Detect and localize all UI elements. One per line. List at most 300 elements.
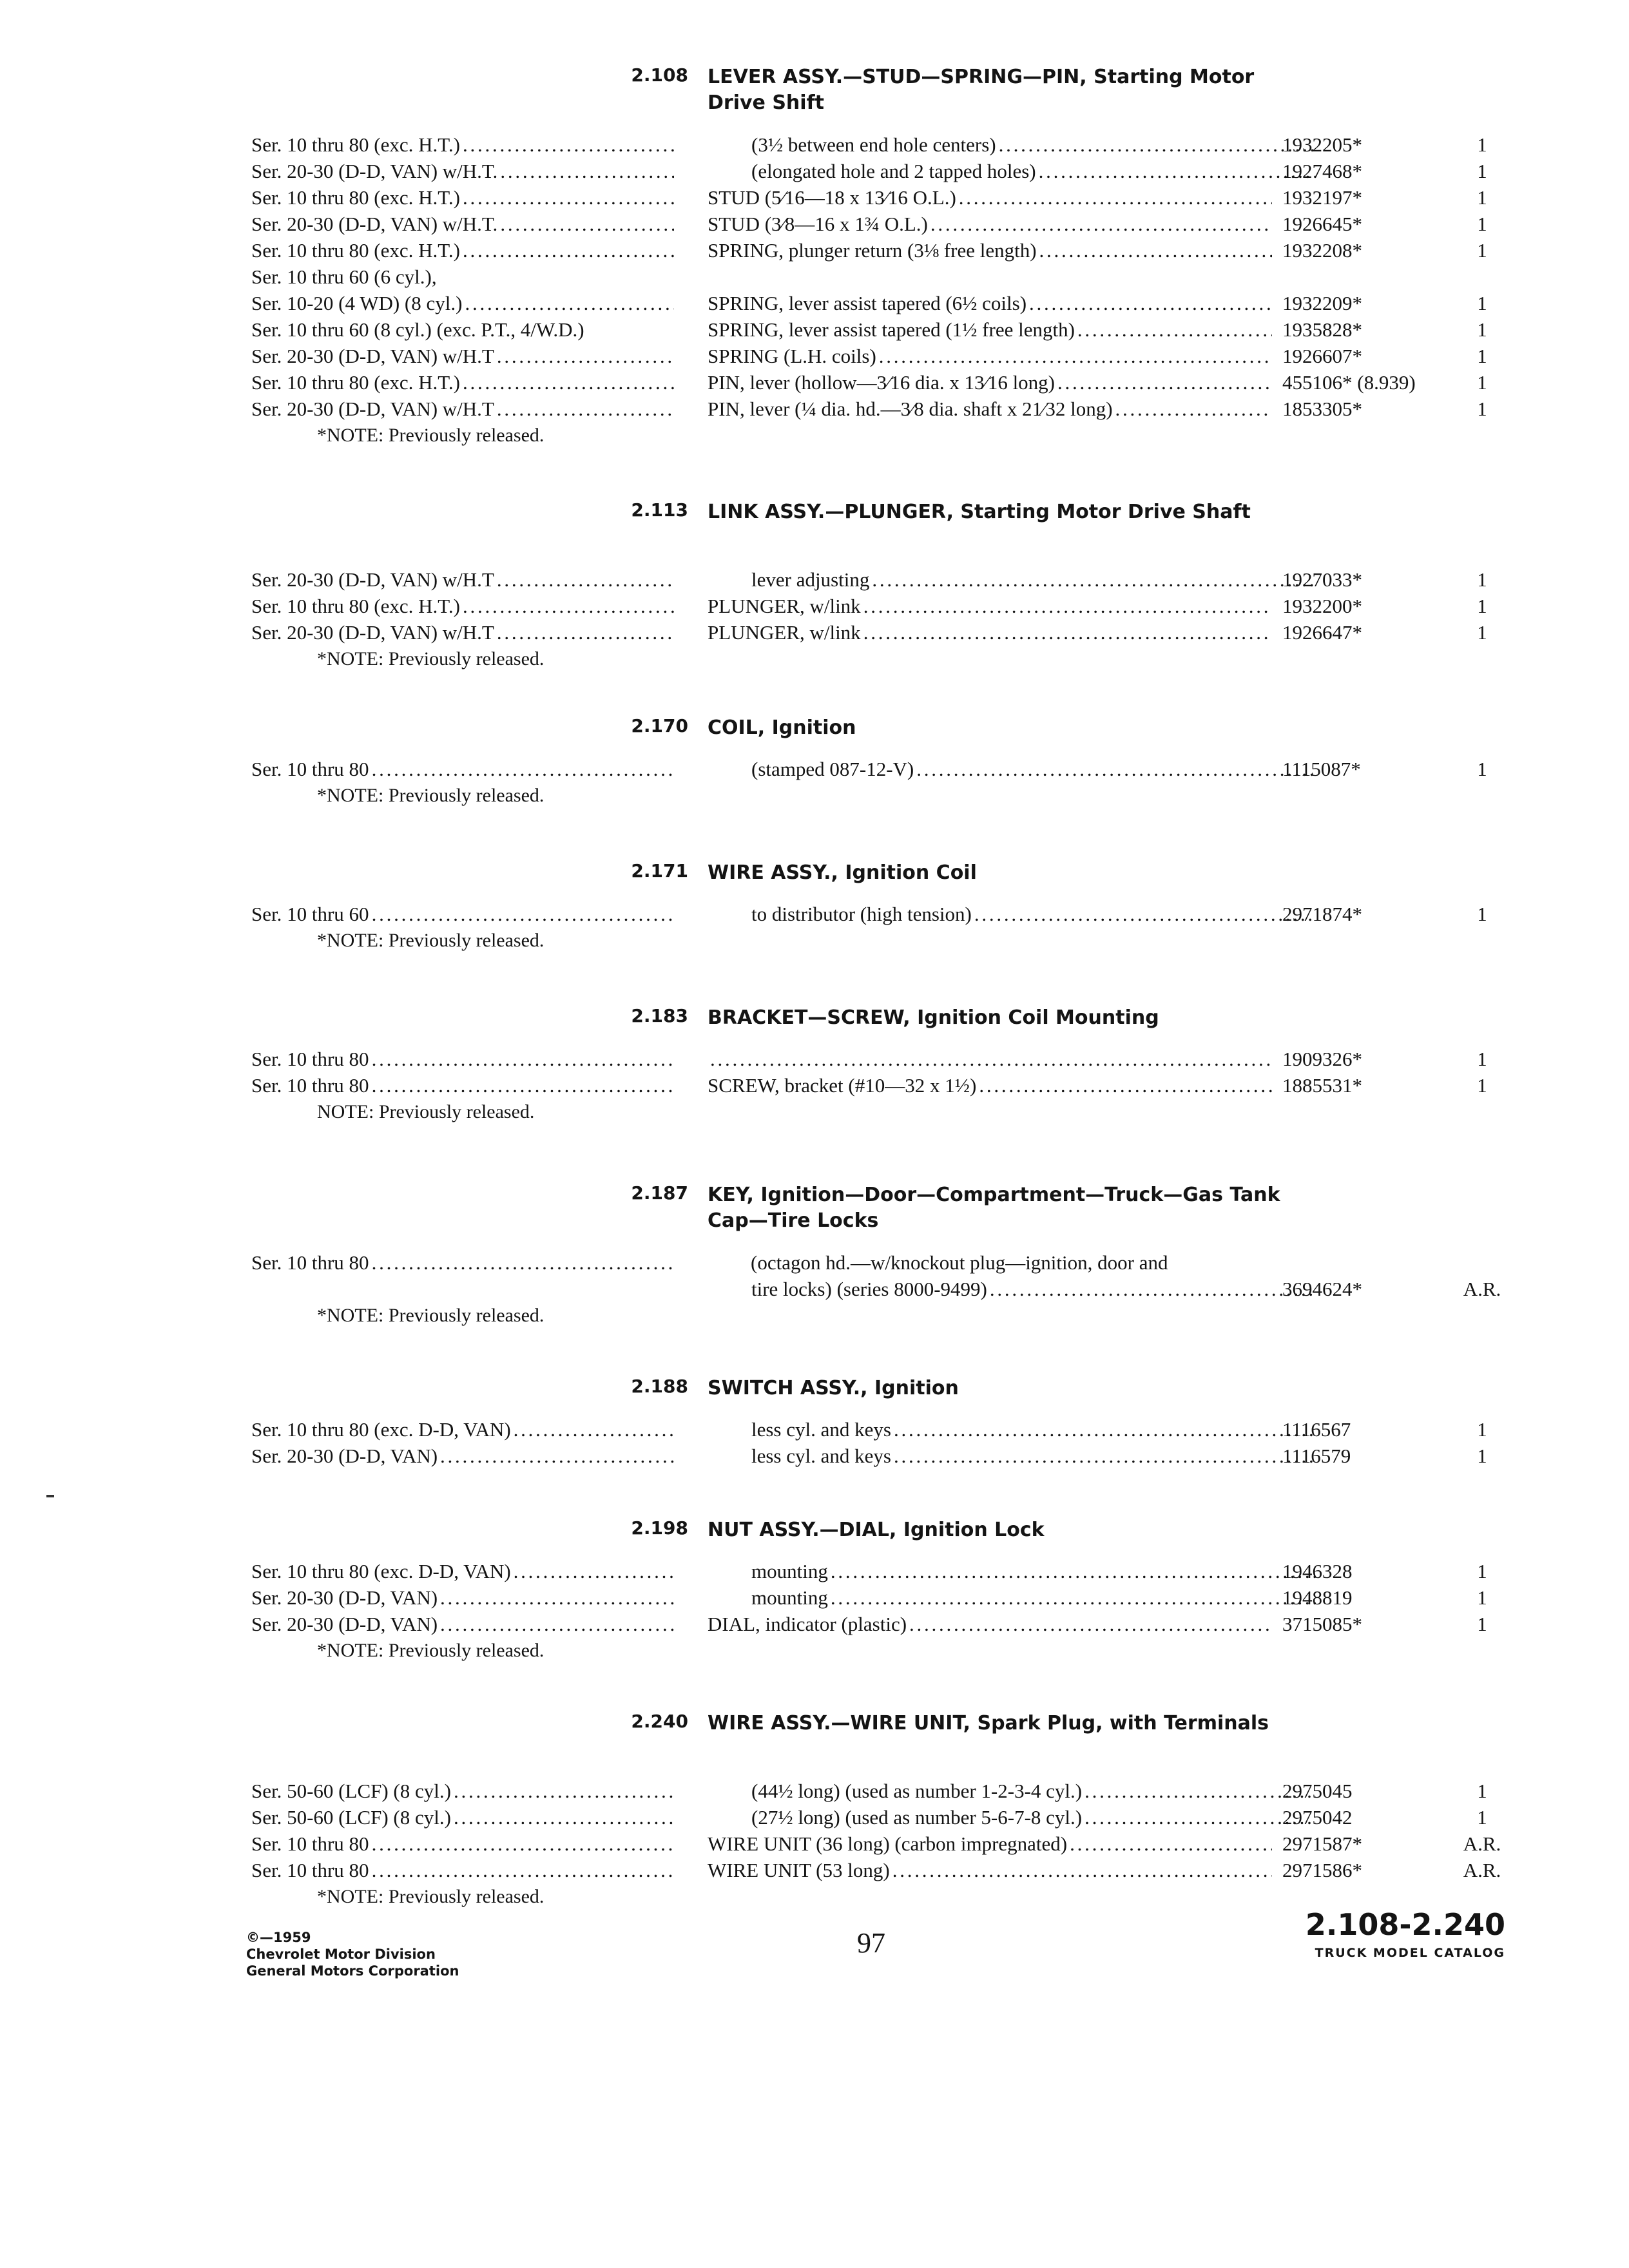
description-text: mounting	[751, 1586, 828, 1609]
quantity: 1	[1477, 1418, 1487, 1441]
section-title: COIL, Ignition	[708, 716, 856, 739]
parts-table	[0, 756, 1629, 782]
release-note	[0, 1883, 1629, 1910]
application-cell	[251, 1249, 677, 1276]
description-cell	[708, 1857, 1275, 1883]
part-number: 1932208*	[1282, 239, 1362, 262]
application-text: Ser. 10 thru 60	[251, 903, 369, 925]
application-cell	[251, 1857, 677, 1883]
application-cell	[251, 184, 677, 211]
description-text: PIN, lever (¼ dia. hd.—3⁄8 dia. shaft x 21⁄32 long)	[708, 398, 1113, 420]
quantity: 1	[1477, 1048, 1487, 1070]
scan-mark	[46, 1495, 54, 1497]
section-title: SWITCH ASSY., Ignition	[708, 1377, 959, 1399]
release-note-text: *NOTE: Previously released.	[317, 1305, 545, 1326]
release-note	[0, 646, 1629, 672]
application-text: Ser. 10 thru 80	[251, 1832, 369, 1855]
parts-table	[0, 1046, 1629, 1099]
section-number: 2.187	[631, 1182, 688, 1204]
catalog-section	[0, 64, 1629, 448]
application-text: Ser. 10 thru 80 (exc. H.T.)	[251, 186, 460, 209]
table-row	[0, 316, 1629, 343]
page-range: 2.108-2.240	[1305, 1907, 1505, 1942]
release-note	[0, 1637, 1629, 1664]
leader-dots	[979, 1072, 1272, 1099]
description-cell	[708, 756, 1318, 782]
part-number: 2971586*	[1282, 1859, 1362, 1881]
quantity: 1	[1477, 903, 1487, 925]
table-row	[0, 369, 1629, 396]
section-number: 2.183	[631, 1005, 688, 1026]
leader-dots	[1077, 316, 1272, 343]
section-number: 2.240	[631, 1711, 688, 1732]
part-number: 3715085*	[1282, 1613, 1362, 1635]
part-number: 1926647*	[1282, 621, 1362, 644]
leader-dots	[909, 1611, 1272, 1637]
description-cell	[708, 396, 1275, 422]
description-cell	[708, 1584, 1318, 1611]
leader-dots	[514, 1416, 674, 1443]
quantity: 1	[1477, 1613, 1487, 1635]
description-cell	[708, 211, 1275, 237]
release-note	[0, 422, 1629, 448]
application-text: Ser. 10 thru 80	[251, 1859, 369, 1881]
application-text: Ser. 20-30 (D-D, VAN) w/H.T	[251, 345, 494, 367]
application-cell	[251, 1611, 677, 1637]
quantity: 1	[1477, 621, 1487, 644]
quantity: 1	[1477, 1586, 1487, 1609]
part-number: 1926607*	[1282, 345, 1362, 367]
leader-dots	[372, 1249, 674, 1276]
release-note-text: *NOTE: Previously released.	[317, 1886, 545, 1907]
description-text: SPRING, plunger return (3⅛ free length)	[708, 239, 1037, 262]
description-text: DIAL, indicator (plastic)	[708, 1613, 907, 1635]
leader-dots	[463, 369, 674, 396]
application-text: Ser. 20-30 (D-D, VAN) w/H.T	[251, 398, 494, 420]
section-number: 2.170	[631, 715, 688, 736]
quantity: 1	[1477, 345, 1487, 367]
description-cell	[708, 184, 1275, 211]
section-number: 2.108	[631, 64, 688, 86]
section-title: LEVER ASSY.—STUD—SPRING—PIN, Starting Motor Drive Shift	[708, 66, 1255, 114]
description-text: mounting	[751, 1560, 828, 1582]
application-cell	[251, 1558, 677, 1584]
quantity: 1	[1477, 213, 1487, 235]
table-row	[0, 756, 1629, 782]
leader-dots	[500, 158, 674, 184]
leader-dots	[1039, 237, 1272, 264]
application-text: Ser. 20-30 (D-D, VAN) w/H.T	[251, 568, 494, 591]
leader-dots	[463, 131, 674, 158]
section-title: NUT ASSY.—DIAL, Ignition Lock	[708, 1519, 1045, 1541]
catalog-section	[0, 1376, 1629, 1469]
application-text: Ser. 10-20 (4 WD) (8 cyl.)	[251, 292, 463, 314]
section-title: WIRE ASSY.—WIRE UNIT, Spark Plug, with Terminals	[708, 1712, 1269, 1735]
table-row	[0, 619, 1629, 646]
section-number: 2.113	[631, 499, 688, 521]
part-number: 455106* (8.939)	[1282, 371, 1416, 394]
description-cell	[708, 1276, 1318, 1302]
application-cell	[251, 1584, 677, 1611]
description-text: SPRING, lever assist tapered (6½ coils)	[708, 292, 1027, 314]
part-number: 2975042	[1282, 1806, 1353, 1829]
table-row	[0, 1804, 1629, 1831]
quantity: 1	[1477, 1445, 1487, 1467]
catalog-name: TRUCK MODEL CATALOG	[1315, 1946, 1505, 1960]
leader-dots	[863, 593, 1272, 619]
description-text: (3½ between end hole centers)	[751, 133, 996, 156]
parts-table	[0, 1416, 1629, 1469]
description-text: PIN, lever (hollow—3⁄16 dia. x 13⁄16 long)	[708, 371, 1055, 394]
leader-dots	[497, 566, 674, 593]
release-note	[0, 1302, 1629, 1329]
description-cell	[708, 1046, 1275, 1072]
application-cell	[251, 131, 677, 158]
description-text: PLUNGER, w/link	[708, 621, 861, 644]
application-text: Ser. 10 thru 80	[251, 1048, 369, 1070]
part-number: 2975045	[1282, 1780, 1353, 1802]
description-text: less cyl. and keys	[751, 1445, 891, 1467]
application-cell	[251, 1416, 677, 1443]
quantity: 1	[1477, 398, 1487, 420]
description-text: to distributor (high tension)	[751, 903, 972, 925]
part-number: 1885531*	[1282, 1074, 1362, 1097]
release-note-text: *NOTE: Previously released.	[317, 785, 545, 806]
catalog-section	[0, 1517, 1629, 1664]
part-number: 1932200*	[1282, 595, 1362, 617]
description-text: SPRING (L.H. coils)	[708, 345, 876, 367]
part-number: 1909326*	[1282, 1048, 1362, 1070]
application-text: Ser. 10 thru 80	[251, 1251, 369, 1274]
description-line: (octagon hd.—w/knockout plug—ignition, door and	[751, 1251, 1168, 1274]
description-text: STUD (5⁄16—18 x 13⁄16 O.L.)	[708, 186, 956, 209]
application-text: Ser. 50-60 (LCF) (8 cyl.)	[251, 1806, 451, 1829]
section-header	[0, 1711, 1629, 1763]
description-cell	[708, 1804, 1318, 1831]
description-cell	[708, 369, 1275, 396]
quantity: 1	[1477, 568, 1487, 591]
leader-dots	[999, 131, 1316, 158]
release-note-text: *NOTE: Previously released.	[317, 1640, 545, 1661]
description-text: STUD (3⁄8—16 x 1¾ O.L.)	[708, 213, 928, 235]
application-text: Ser. 20-30 (D-D, VAN)	[251, 1445, 438, 1467]
description-cell	[708, 343, 1275, 369]
section-title: LINK ASSY.—PLUNGER, Starting Motor Drive Shaft	[708, 501, 1251, 523]
description-cell	[708, 290, 1275, 316]
release-note-text: *NOTE: Previously released.	[317, 930, 545, 951]
leader-dots	[1039, 158, 1316, 184]
parts-table	[0, 1249, 1629, 1302]
application-text: Ser. 20-30 (D-D, VAN) w/H.T	[251, 621, 494, 644]
application-cell	[251, 901, 677, 927]
description-cell	[708, 1443, 1318, 1469]
description-cell	[708, 237, 1275, 264]
application-cell	[251, 1443, 677, 1469]
leader-dots	[930, 211, 1272, 237]
quantity: A.R.	[1463, 1832, 1501, 1855]
application-text: Ser. 10 thru 80 (exc. D-D, VAN)	[251, 1418, 511, 1441]
release-note-text: *NOTE: Previously released.	[317, 425, 545, 446]
leader-dots	[1084, 1804, 1316, 1831]
application-cell	[251, 1804, 677, 1831]
table-row	[0, 1416, 1629, 1443]
leader-dots	[710, 1046, 1272, 1072]
leader-dots	[440, 1611, 674, 1637]
part-number: 1932209*	[1282, 292, 1362, 314]
table-row	[0, 343, 1629, 369]
description-cell	[708, 1611, 1275, 1637]
catalog-section	[0, 1182, 1629, 1329]
leader-dots	[1057, 369, 1272, 396]
table-row	[0, 593, 1629, 619]
quantity: A.R.	[1463, 1278, 1501, 1300]
application-text: Ser. 50-60 (LCF) (8 cyl.)	[251, 1780, 451, 1802]
application-text: Ser. 10 thru 80	[251, 758, 369, 780]
release-note	[0, 782, 1629, 809]
section-header	[0, 1005, 1629, 1032]
leader-dots	[497, 343, 674, 369]
leader-dots	[372, 1857, 674, 1883]
leader-dots	[1115, 396, 1272, 422]
leader-dots	[372, 1072, 674, 1099]
application-text: Ser. 20-30 (D-D, VAN) w/H.T.	[251, 160, 498, 182]
table-row	[0, 264, 1629, 316]
quantity: 1	[1477, 1806, 1487, 1829]
part-number: 1116579	[1282, 1445, 1351, 1467]
leader-dots	[497, 619, 674, 646]
application-text: Ser. 10 thru 80 (exc. D-D, VAN)	[251, 1560, 511, 1582]
section-header	[0, 860, 1629, 887]
section-number: 2.198	[631, 1517, 688, 1539]
table-row	[0, 566, 1629, 593]
description-cell	[708, 1072, 1275, 1099]
part-number: 1116567	[1282, 1418, 1351, 1441]
section-header	[0, 1182, 1629, 1235]
leader-dots	[500, 211, 674, 237]
application-cell	[251, 369, 677, 396]
application-text: Ser. 10 thru 80 (exc. H.T.)	[251, 595, 460, 617]
table-row	[0, 1249, 1629, 1302]
quantity: 1	[1477, 371, 1487, 394]
description-text: tire locks) (series 8000-9499)	[751, 1278, 987, 1300]
description-text: (27½ long) (used as number 5-6-7-8 cyl.)	[751, 1806, 1083, 1829]
quantity: 1	[1477, 186, 1487, 209]
description-text: less cyl. and keys	[751, 1418, 891, 1441]
application-cell	[251, 1831, 677, 1857]
table-row	[0, 1558, 1629, 1584]
leader-dots	[372, 756, 674, 782]
leader-dots	[831, 1584, 1316, 1611]
leader-dots	[879, 343, 1272, 369]
application-text: Ser. 10 thru 80 (exc. H.T.)	[251, 371, 460, 394]
leader-dots	[463, 184, 674, 211]
description-cell	[708, 901, 1318, 927]
application-cell	[251, 566, 677, 593]
quantity: 1	[1477, 595, 1487, 617]
page-number: 97	[857, 1927, 885, 1959]
application-text: Ser. 10 thru 80	[251, 1074, 369, 1097]
section-number: 2.171	[631, 860, 688, 881]
table-row	[0, 1584, 1629, 1611]
application-text: Ser. 20-30 (D-D, VAN) w/H.T.	[251, 213, 498, 235]
description-cell	[708, 1778, 1318, 1804]
parts-table	[0, 1558, 1629, 1637]
quantity: 1	[1477, 160, 1487, 182]
leader-dots	[463, 237, 674, 264]
catalog-section	[0, 715, 1629, 809]
leader-dots	[1070, 1831, 1272, 1857]
part-number: 1935828*	[1282, 318, 1362, 341]
application-cell	[251, 290, 677, 316]
description-cell	[708, 1416, 1318, 1443]
leader-dots	[1084, 1778, 1316, 1804]
part-number: 1946328	[1282, 1560, 1353, 1582]
table-row	[0, 1611, 1629, 1637]
application-text: Ser. 10 thru 60 (8 cyl.) (exc. P.T., 4/W.D.)	[251, 318, 584, 341]
application-cell	[251, 1778, 677, 1804]
leader-dots	[892, 1857, 1272, 1883]
quantity: A.R.	[1463, 1859, 1501, 1881]
release-note-text: *NOTE: Previously released.	[317, 648, 545, 669]
leader-dots	[863, 619, 1272, 646]
leader-dots	[440, 1443, 674, 1469]
part-number: 2971874*	[1282, 903, 1362, 925]
application-cell	[251, 1046, 677, 1072]
part-number: 1927033*	[1282, 568, 1362, 591]
release-note-text: NOTE: Previously released.	[317, 1101, 535, 1122]
description-text: WIRE UNIT (36 long) (carbon impregnated)	[708, 1832, 1068, 1855]
description-cell	[708, 316, 1275, 343]
quantity: 1	[1477, 133, 1487, 156]
copyright-block	[246, 1929, 459, 1979]
description-text: PLUNGER, w/link	[708, 595, 861, 617]
section-header	[0, 1376, 1629, 1402]
parts-table	[0, 901, 1629, 927]
quantity: 1	[1477, 292, 1487, 314]
description-text: SPRING, lever assist tapered (1½ free length)	[708, 318, 1075, 341]
catalog-section	[0, 1711, 1629, 1910]
application-cell	[251, 343, 677, 369]
section-title: BRACKET—SCREW, Ignition Coil Mounting	[708, 1006, 1159, 1029]
section-number: 2.188	[631, 1376, 688, 1397]
copyright-division: Chevrolet Motor Division	[246, 1946, 436, 1962]
description-text: (44½ long) (used as number 1-2-3-4 cyl.)	[751, 1780, 1083, 1802]
leader-dots	[831, 1558, 1316, 1584]
leader-dots	[372, 1046, 674, 1072]
parts-table	[0, 566, 1629, 646]
section-title: WIRE ASSY., Ignition Coil	[708, 861, 977, 884]
description-text: WIRE UNIT (53 long)	[708, 1859, 890, 1881]
leader-dots	[514, 1558, 674, 1584]
application-text: Ser. 20-30 (D-D, VAN)	[251, 1586, 438, 1609]
leader-dots	[894, 1443, 1316, 1469]
part-number: 1926645*	[1282, 213, 1362, 235]
table-row	[0, 901, 1629, 927]
description-cell	[708, 566, 1318, 593]
description-cell	[708, 1558, 1318, 1584]
leader-dots	[372, 901, 674, 927]
table-row	[0, 158, 1629, 184]
table-row	[0, 1778, 1629, 1804]
leader-dots	[372, 1831, 674, 1857]
part-number: 2971587*	[1282, 1832, 1362, 1855]
quantity: 1	[1477, 758, 1487, 780]
catalog-section	[0, 860, 1629, 954]
table-row	[0, 211, 1629, 237]
leader-dots	[440, 1584, 674, 1611]
leader-dots	[974, 901, 1316, 927]
application-cell	[251, 593, 677, 619]
description-cell	[708, 1831, 1275, 1857]
part-number: 3694624*	[1282, 1278, 1362, 1300]
application-cell	[251, 264, 677, 290]
leader-dots	[894, 1416, 1316, 1443]
leader-dots	[959, 184, 1272, 211]
description-text: SCREW, bracket (#10—32 x 1½)	[708, 1074, 977, 1097]
table-row	[0, 237, 1629, 264]
part-number: 1927468*	[1282, 160, 1362, 182]
table-row	[0, 131, 1629, 158]
application-cell	[251, 396, 677, 422]
copyright-corporation: General Motors Corporation	[246, 1963, 459, 1979]
quantity: 1	[1477, 1780, 1487, 1802]
quantity: 1	[1477, 1560, 1487, 1582]
description-text: lever adjusting	[751, 568, 870, 591]
application-cell	[251, 619, 677, 646]
quantity: 1	[1477, 1074, 1487, 1097]
part-number: 1932205*	[1282, 133, 1362, 156]
release-note	[0, 927, 1629, 954]
application-text: Ser. 20-30 (D-D, VAN)	[251, 1613, 438, 1635]
application-text: Ser. 10 thru 60 (6 cyl.),	[251, 265, 437, 288]
section-header	[0, 499, 1629, 552]
copyright-year: ©—1959	[246, 1930, 311, 1945]
description-text: (stamped 087-12-V)	[751, 758, 914, 780]
description-cell	[708, 158, 1318, 184]
leader-dots	[872, 566, 1316, 593]
part-number: 1932197*	[1282, 186, 1362, 209]
parts-table	[0, 1778, 1629, 1883]
application-cell	[251, 237, 677, 264]
leader-dots	[454, 1804, 674, 1831]
quantity: 1	[1477, 318, 1487, 341]
leader-dots	[916, 756, 1316, 782]
leader-dots	[465, 290, 674, 316]
parts-table	[0, 131, 1629, 422]
leader-dots	[990, 1276, 1316, 1302]
part-number: 1948819	[1282, 1586, 1353, 1609]
application-text: Ser. 10 thru 80 (exc. H.T.)	[251, 133, 460, 156]
application-cell	[251, 158, 677, 184]
application-cell	[251, 211, 677, 237]
leader-dots	[1029, 290, 1272, 316]
section-header	[0, 1517, 1629, 1544]
leader-dots	[454, 1778, 674, 1804]
section-header	[0, 715, 1629, 742]
table-row	[0, 1857, 1629, 1883]
section-header	[0, 64, 1629, 117]
catalog-section	[0, 1005, 1629, 1125]
table-row	[0, 1046, 1629, 1072]
catalog-section	[0, 499, 1629, 672]
application-cell	[251, 1072, 677, 1099]
application-cell	[251, 316, 677, 343]
table-row	[0, 396, 1629, 422]
part-number: 1853305*	[1282, 398, 1362, 420]
section-title: KEY, Ignition—Door—Compartment—Truck—Gas Tank Cap—Tire Locks	[708, 1184, 1280, 1232]
part-number: 1115087*	[1282, 758, 1361, 780]
description-text: (elongated hole and 2 tapped holes)	[751, 160, 1036, 182]
